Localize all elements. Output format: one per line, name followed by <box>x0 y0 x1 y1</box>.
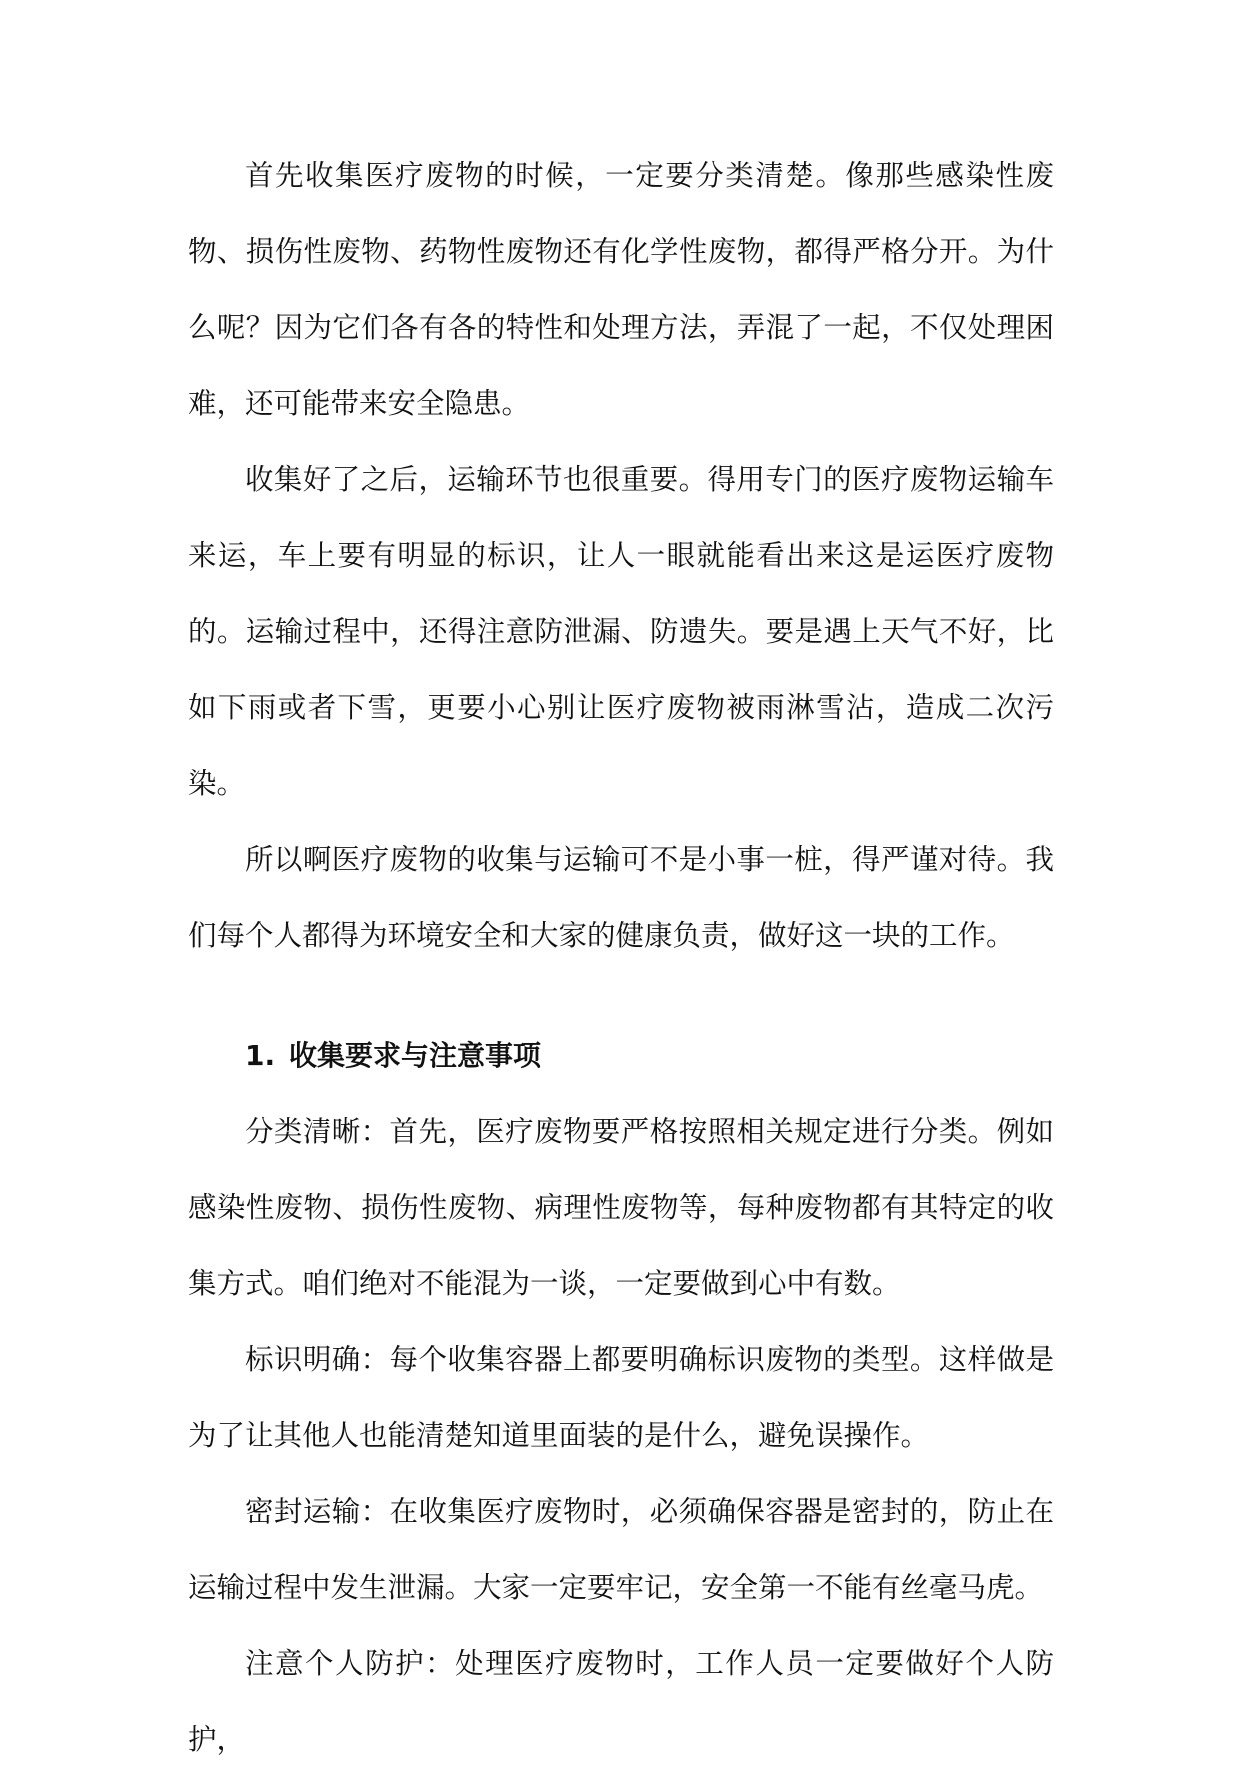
paragraph-intro-transport: 收集好了之后，运输环节也很重要。得用专门的医疗废物运输车来运，车上要有明显的标识，让人一眼就能看出来这是运医疗废物的。运输过程中，还得注意防泄漏、防遗失。要是遇上天气不好，比如下雨或者下雪，更要小心别让医疗废物被雨淋雪沾，造成二次污染。 <box>188 463 1054 800</box>
paragraph-intro-conclusion: 所以啊医疗废物的收集与运输可不是小事一桩，得严谨对待。我们每个人都得为环境安全和大家的健康负责，做好这一块的工作。 <box>188 843 1054 952</box>
document-body <box>188 138 1054 1778</box>
section-number: 1. <box>245 1039 276 1072</box>
paragraph-labeling: 标识明确：每个收集容器上都要明确标识废物的类型。这样做是为了让其他人也能清楚知道里面装的是什么，避免误操作。 <box>188 1343 1054 1452</box>
paragraph-classification: 分类清晰：首先，医疗废物要严格按照相关规定进行分类。例如感染性废物、损伤性废物、病理性废物等，每种废物都有其特定的收集方式。咱们绝对不能混为一谈，一定要做到心中有数。 <box>188 1115 1054 1300</box>
paragraph-intro-classification: 首先收集医疗废物的时候，一定要分类清楚。像那些感染性废物、损伤性废物、药物性废物还有化学性废物，都得严格分开。为什么呢？因为它们各有各的特性和处理方法，弄混了一起，不仅处理困难，还可能带来安全隐患。 <box>188 159 1054 420</box>
paragraph-personal-protection: 注意个人防护：处理医疗废物时，工作人员一定要做好个人防护， <box>188 1647 1054 1756</box>
section-heading <box>188 1018 1054 1094</box>
paragraph-sealing: 密封运输：在收集医疗废物时，必须确保容器是密封的，防止在运输过程中发生泄漏。大家一定要牢记，安全第一不能有丝毫马虎。 <box>188 1495 1054 1604</box>
section-title: 收集要求与注意事项 <box>289 1039 542 1072</box>
